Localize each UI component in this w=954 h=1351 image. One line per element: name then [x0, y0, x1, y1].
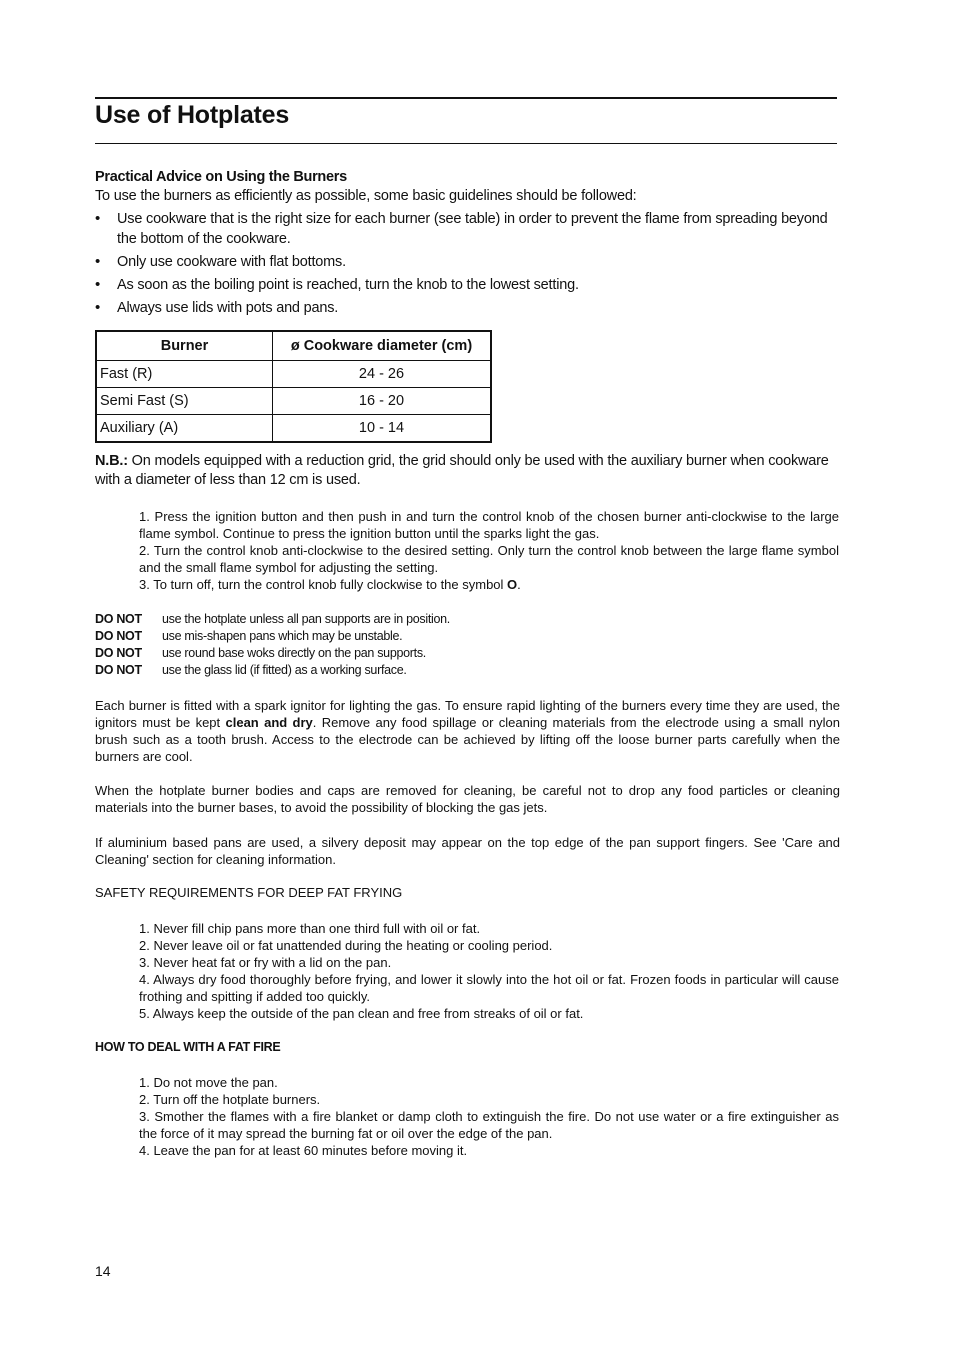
ignition-steps-list — [139, 508, 839, 593]
fat-fire-step: 1. Do not move the pan. — [139, 1075, 278, 1090]
bullet-item: • Always use lids with pots and pans. — [95, 298, 840, 318]
deep-fat-step: 2. Never leave oil or fat unattended during the heating or cooling period. — [139, 938, 553, 953]
ignition-step: 2. Turn the control knob anti-clockwise to the desired setting. Only turn the control knob between the large flame symbol and the small flame symbol for adjusting the setting. — [139, 543, 839, 575]
ignitor-emphasis: clean and dry — [225, 715, 313, 730]
bullet-item: • As soon as the boiling point is reached, turn the knob to the lowest setting. — [95, 275, 840, 295]
deep-fat-heading: SAFETY REQUIREMENTS FOR DEEP FAT FRYING — [95, 885, 403, 900]
do-not-label: DO NOT — [95, 663, 142, 677]
bullet-item: • Use cookware that is the right size for each burner (see table) in order to prevent the flame from spreading beyond the bottom of the cookware. — [95, 209, 840, 249]
do-not-label: DO NOT — [95, 629, 142, 643]
ignition-step: 1. Press the ignition button and then push in and turn the control knob of the chosen burner anti-clockwise to the large flame symbol. Continue to press the ignition button until the sparks light the gas. — [139, 509, 839, 541]
fat-fire-step: 2. Turn off the hotplate burners. — [139, 1092, 321, 1107]
nb-text: On models equipped with a reduction grid, the grid should only be used with the auxiliary burner when cookware with a diameter of less than 12 cm is used. — [95, 453, 829, 488]
ignitor-text-2: . Remove any food spillage or cleaning materials from the electrode using a small nylon brush such as a tooth brush. Access to the electrode can be achieved by lifting off the loose burner parts carefully when the burners are cool. — [95, 715, 840, 764]
aluminium-paragraph: If aluminium based pans are used, a silvery deposit may appear on the top edge of the pan support fingers. See 'Care and Cleaning' section for cleaning information. — [95, 835, 840, 867]
intro-text: To use the burners as efficiently as possible, some basic guidelines should be followed: — [95, 188, 637, 204]
advice-bullet-list — [95, 209, 840, 321]
do-not-label: DO NOT — [95, 612, 142, 626]
section-heading-practical-advice: Practical Advice on Using the Burners — [95, 169, 347, 185]
fat-fire-step: 4. Leave the pan for at least 60 minutes before moving it. — [139, 1143, 468, 1158]
ignition-step — [139, 576, 839, 593]
deep-fat-step: 4. Always dry food thoroughly before frying, and lower it slowly into the hot oil or fat. Frozen foods in particular will cause frothing and spitting if added too quickly. — [139, 972, 839, 1004]
do-not-text: use mis-shapen pans which may be unstable. — [162, 629, 403, 643]
do-not-text: use the hotplate unless all pan supports are in position. — [162, 612, 450, 626]
page-title: Use of Hotplates — [95, 101, 290, 129]
cleaning-paragraph: When the hotplate burner bodies and caps are removed for cleaning, be careful not to drop any food particles or cleaning materials into the burner bases, to avoid the possibility of blocking the gas jets. — [95, 783, 840, 815]
do-not-row — [95, 662, 450, 679]
bullet-item: • Only use cookware with flat bottoms. — [95, 252, 840, 272]
burner-cell: Auxiliary (A) — [96, 415, 273, 443]
fat-fire-steps-list — [139, 1074, 839, 1159]
nb-label: N.B.: — [95, 453, 128, 469]
off-symbol: O — [507, 577, 518, 592]
do-not-text: use the glass lid (if fitted) as a working surface. — [162, 663, 407, 677]
burner-cell: Fast (R) — [96, 361, 273, 388]
table-header-row — [96, 331, 491, 361]
diameter-cell: 24 - 26 — [273, 361, 492, 388]
table-row — [96, 388, 491, 415]
do-not-row — [95, 611, 450, 628]
do-not-label: DO NOT — [95, 646, 142, 660]
do-not-row — [95, 628, 450, 645]
nb-note — [95, 452, 840, 490]
deep-fat-step: 3. Never heat fat or fry with a lid on the pan. — [139, 955, 392, 970]
do-not-row — [95, 645, 450, 662]
do-not-text: use round base woks directly on the pan supports. — [162, 646, 426, 660]
fat-fire-heading: HOW TO DEAL WITH A FAT FIRE — [95, 1040, 281, 1054]
table-row — [96, 361, 491, 388]
burner-diameter-table — [95, 330, 492, 443]
deep-fat-step: 1. Never fill chip pans more than one third full with oil or fat. — [139, 921, 481, 936]
ignition-step-end: . — [517, 577, 521, 592]
title-top-rule — [95, 97, 837, 99]
ignitor-paragraph — [95, 697, 840, 765]
deep-fat-steps-list — [139, 920, 839, 1022]
ignitor-text-1: Each burner is fitted with a spark ignitor for lighting the gas. To ensure rapid lighting of the burners every time they are used, the ignitors must be kept — [95, 698, 840, 730]
burner-cell: Semi Fast (S) — [96, 388, 273, 415]
column-header-diameter: ø Cookware diameter (cm) — [273, 331, 492, 361]
page-number: 14 — [95, 1263, 111, 1279]
diameter-cell: 10 - 14 — [273, 415, 492, 443]
table-row — [96, 415, 491, 443]
do-not-list — [95, 611, 450, 679]
diameter-cell: 16 - 20 — [273, 388, 492, 415]
column-header-burner: Burner — [96, 331, 273, 361]
deep-fat-step: 5. Always keep the outside of the pan clean and free from streaks of oil or fat. — [139, 1006, 584, 1021]
title-bottom-rule — [95, 143, 837, 144]
ignition-step-text: 3. To turn off, turn the control knob fully clockwise to the symbol — [139, 577, 508, 592]
fat-fire-step: 3. Smother the flames with a fire blanket or damp cloth to extinguish the fire. Do not use water or a fire extinguisher as the force of it may spread the burning fat or oil over the edge of the pan. — [139, 1109, 839, 1141]
